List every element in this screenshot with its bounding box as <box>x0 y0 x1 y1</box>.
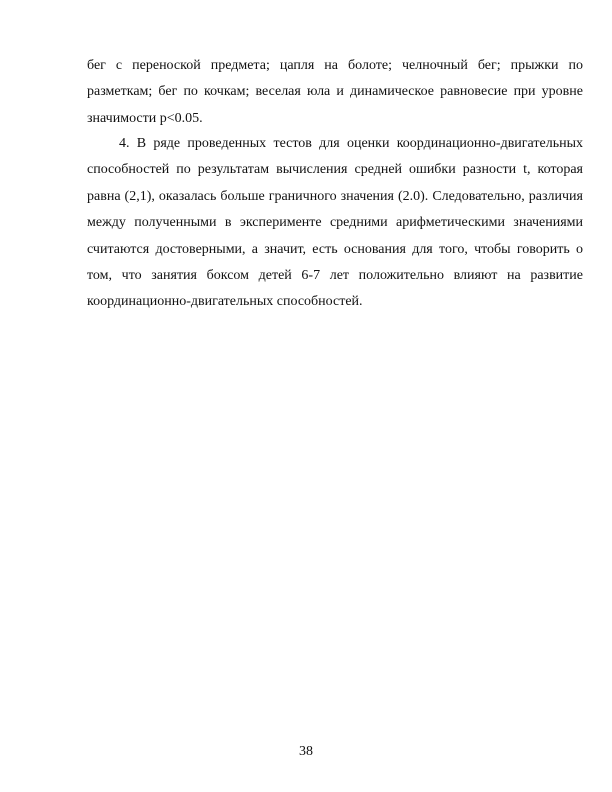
page-number: 38 <box>299 744 313 759</box>
paragraph-continuation: бег с переноской предмета; цапля на болоте; челночный бег; прыжки по разметкам; бег по кочкам; веселая юла и динамическое равновесие при уровне значимости p<0.05. <box>87 58 583 126</box>
text-block-conclusion <box>87 131 583 316</box>
text-block-continuation <box>87 53 583 132</box>
paragraph-conclusion-4: 4. В ряде проведенных тестов для оценки координационно-двигательных способностей по результатам вычисления средней ошибки разности t, которая равна (2,1), оказалась больше граничного значения (2.0). Следовательно, различия между полученными в эксперименте средними арифметическими значениями считаются достоверными, а значит, есть основания для того, чтобы говорить о том, что занятия боксом детей 6-7 лет положительно влияют на развитие координационно-двигательных способностей. <box>87 136 583 310</box>
